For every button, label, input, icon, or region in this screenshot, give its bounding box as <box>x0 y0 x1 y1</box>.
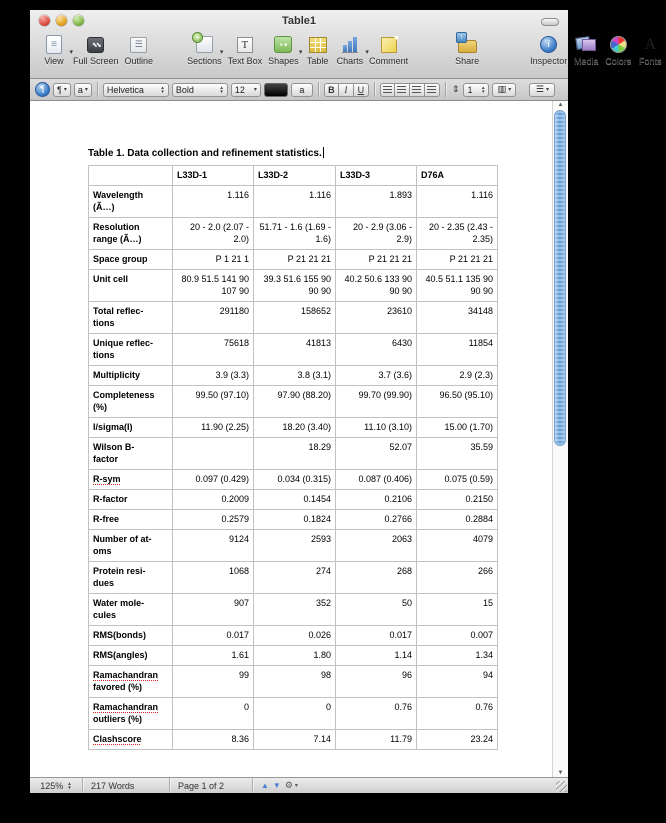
align-left-button[interactable] <box>380 83 395 97</box>
table-row <box>89 386 498 418</box>
status-bar <box>30 777 568 793</box>
value-cell[interactable]: 1.34 <box>417 646 498 666</box>
toolbar-button-label: Text Box <box>227 56 263 66</box>
value-cell[interactable]: 41813 <box>254 334 336 366</box>
value-cell[interactable]: 39.3 51.6 155 90 90 90 <box>254 270 336 302</box>
value-cell[interactable]: 15.00 (1.70) <box>417 418 498 438</box>
value-cell[interactable]: 0.026 <box>254 626 336 646</box>
fonts-icon <box>637 34 663 55</box>
value-cell[interactable]: 0.2579 <box>173 510 254 530</box>
line-spacing-icon: ⇕ <box>451 84 460 94</box>
text-cursor <box>323 147 324 158</box>
toolbar-button-label: Comment <box>369 56 409 66</box>
value-cell[interactable]: 0.2766 <box>336 510 417 530</box>
dropdown-arrow-icon: ≡ ▾ <box>69 49 73 56</box>
comment-icon <box>376 34 402 55</box>
row-label-line: tions <box>93 318 115 328</box>
row-label-line: Unit cell <box>93 274 129 284</box>
align-right-icon <box>412 86 421 93</box>
value-cell[interactable]: 8.36 <box>173 730 254 750</box>
toolbar-button-label: Fonts <box>638 56 662 66</box>
vertical-scrollbar[interactable] <box>552 101 568 777</box>
bold-button[interactable]: B <box>324 83 339 97</box>
value-cell[interactable]: P 21 21 21 <box>336 250 417 270</box>
row-label-line: tions <box>93 350 115 360</box>
view-icon <box>41 34 73 56</box>
row-label-cell[interactable] <box>89 666 173 698</box>
value-cell[interactable]: 96.50 (95.10) <box>417 386 498 418</box>
table-caption[interactable] <box>88 147 324 159</box>
toolbar-toggle-pill[interactable] <box>541 18 559 26</box>
dropdown-arrow-icon: ▾ <box>294 783 298 789</box>
row-label-cell[interactable] <box>89 386 173 418</box>
row-label-cell[interactable] <box>89 530 173 562</box>
row-label-cell[interactable] <box>89 626 173 646</box>
stepper-icon: ▲ ▼ <box>67 780 72 790</box>
toolbar-button-label: Full Screen <box>73 56 119 66</box>
value-cell[interactable]: 0.1824 <box>254 510 336 530</box>
align-center-button[interactable] <box>395 83 410 97</box>
toolbar-button-label: Outline <box>124 56 154 66</box>
dropdown-arrow-icon: ● ■ ▾ <box>298 49 303 56</box>
line-spacing-value: 1 <box>467 84 473 95</box>
value-cell[interactable]: 23.24 <box>417 730 498 750</box>
value-cell[interactable]: 51.71 - 1.6 (1.69 - 1.6) <box>254 218 336 250</box>
row-label-cell[interactable] <box>89 490 173 510</box>
row-label-line: Wavelength <box>93 190 144 200</box>
row-label-line: R-factor <box>93 494 128 504</box>
toolbar-button-view[interactable] <box>38 33 73 67</box>
line-spacing-select[interactable] <box>463 83 489 97</box>
value-cell[interactable]: 1.116 <box>254 186 336 218</box>
stepper-icon: ▲ ▼ <box>219 84 224 94</box>
format-bar <box>30 79 568 101</box>
value-cell[interactable]: 0.2009 <box>173 490 254 510</box>
row-label-cell[interactable] <box>89 698 173 730</box>
row-label-line: Number of at- <box>93 534 152 544</box>
value-cell[interactable]: 291180 <box>173 302 254 334</box>
table-row <box>89 626 498 646</box>
colors-icon <box>605 34 631 55</box>
row-label-cell[interactable] <box>89 334 173 366</box>
full-screen-icon <box>83 34 109 55</box>
value-cell[interactable]: 1068 <box>173 562 254 594</box>
table-column-header[interactable]: D76A <box>417 166 498 186</box>
highlight-color-well[interactable]: a <box>291 83 313 97</box>
table-row <box>89 186 498 218</box>
toolbar <box>30 32 662 78</box>
table-row <box>89 218 498 250</box>
scroll-down-arrow-icon[interactable]: ▼ <box>557 770 564 776</box>
value-cell[interactable]: 266 <box>417 562 498 594</box>
value-cell[interactable]: 20 - 2.35 (2.43 - 2.35) <box>417 218 498 250</box>
table-row <box>89 366 498 386</box>
zoom-level: 125% <box>40 780 64 791</box>
table-row <box>89 666 498 698</box>
table-column-header[interactable]: L33D-2 <box>254 166 336 186</box>
row-label-line: Clashscore <box>93 734 142 744</box>
value-cell[interactable]: 11.79 <box>336 730 417 750</box>
row-label-line: Protein resi- <box>93 566 146 576</box>
row-label-line: Wilson B- <box>93 442 135 452</box>
window-chrome <box>30 10 662 79</box>
row-label-line: (Ã…) <box>93 202 115 212</box>
table-row <box>89 250 498 270</box>
toolbar-button-label: Charts <box>336 56 364 66</box>
resize-grip[interactable] <box>556 781 567 792</box>
value-cell[interactable]: 0.087 (0.406) <box>336 470 417 490</box>
row-label-line: Unique reflec- <box>93 338 154 348</box>
value-cell[interactable]: 99 <box>173 666 254 698</box>
font-family-select[interactable] <box>103 83 169 97</box>
table-column-header[interactable]: L33D-1 <box>173 166 254 186</box>
row-label-cell[interactable] <box>89 470 173 490</box>
value-cell[interactable]: 3.7 (3.6) <box>336 366 417 386</box>
row-label-cell[interactable] <box>89 302 173 334</box>
table-row <box>89 334 498 366</box>
value-cell[interactable]: 23610 <box>336 302 417 334</box>
table-icon <box>305 34 331 55</box>
value-cell[interactable]: 274 <box>254 562 336 594</box>
value-cell[interactable]: 1.116 <box>173 186 254 218</box>
value-cell[interactable]: 52.07 <box>336 438 417 470</box>
row-label-line: Completeness <box>93 390 155 400</box>
table-row <box>89 270 498 302</box>
row-label-cell[interactable] <box>89 562 173 594</box>
font-size-select[interactable] <box>231 83 261 97</box>
row-label-line: Water mole- <box>93 598 145 608</box>
statistics-table <box>88 165 498 750</box>
toolbar-button-outline[interactable] <box>122 33 157 67</box>
table-caption-text: Table 1. Data collection and refinement statistics. <box>88 148 322 159</box>
toolbar-button-full-screen[interactable] <box>70 33 122 67</box>
text-color-well[interactable] <box>264 83 288 97</box>
row-label-cell[interactable] <box>89 218 173 250</box>
toolbar-button-table[interactable] <box>302 33 334 67</box>
table-row <box>89 646 498 666</box>
align-center-icon <box>397 86 406 93</box>
shapes-icon <box>270 34 303 56</box>
alignment-buttons <box>380 83 440 97</box>
app-window <box>30 10 662 791</box>
row-label-line: oms <box>93 546 112 556</box>
value-cell[interactable]: P 21 21 21 <box>417 250 498 270</box>
font-style-select[interactable] <box>172 83 228 97</box>
row-label-line: factor <box>93 454 119 464</box>
row-label-cell[interactable] <box>89 270 173 302</box>
value-cell[interactable]: 2063 <box>336 530 417 562</box>
toolbar-button-sections[interactable] <box>184 33 225 67</box>
row-label-cell[interactable] <box>89 510 173 530</box>
value-cell[interactable]: 50 <box>336 594 417 626</box>
value-cell[interactable]: 11.10 (3.10) <box>336 418 417 438</box>
table-row <box>89 418 498 438</box>
value-cell[interactable]: 0.2106 <box>336 490 417 510</box>
value-cell[interactable]: 40.2 50.6 133 90 90 90 <box>336 270 417 302</box>
paragraph-glyph: ¶ <box>57 84 62 95</box>
outline-icon <box>126 34 152 55</box>
row-label-line: Ramachandran <box>93 702 159 712</box>
table-row <box>89 730 498 750</box>
toolbar-button-comment[interactable] <box>366 33 411 67</box>
value-cell[interactable]: 18.29 <box>254 438 336 470</box>
value-cell[interactable]: 9124 <box>173 530 254 562</box>
value-cell[interactable]: 0.075 (0.59) <box>417 470 498 490</box>
toolbar-button-shapes[interactable] <box>265 33 302 67</box>
value-cell[interactable]: 352 <box>254 594 336 626</box>
dropdown-arrow-icon: ▾ <box>84 87 88 93</box>
divider <box>97 82 98 97</box>
value-cell[interactable]: 0.2884 <box>417 510 498 530</box>
columns-dropdown[interactable] <box>492 83 516 97</box>
row-label-line: favored (%) <box>93 682 143 692</box>
value-cell[interactable]: 0 <box>254 698 336 730</box>
table-row <box>89 698 498 730</box>
value-cell[interactable]: 0.76 <box>417 698 498 730</box>
toolbar-button-label: Sections <box>187 56 222 66</box>
traffic-lights <box>39 15 84 26</box>
row-label-line: outliers (%) <box>93 714 143 724</box>
value-cell[interactable]: 1.61 <box>173 646 254 666</box>
value-cell[interactable]: 0.034 (0.315) <box>254 470 336 490</box>
toolbar-button-label: Media <box>573 56 599 66</box>
row-label-line: dues <box>93 578 115 588</box>
row-label-line: Space group <box>93 254 148 264</box>
value-cell[interactable]: 1.14 <box>336 646 417 666</box>
row-label-line: R-sym <box>93 474 121 484</box>
row-label-line: RMS(bonds) <box>93 630 146 640</box>
value-cell[interactable]: 34148 <box>417 302 498 334</box>
row-label-line: Resolution <box>93 222 140 232</box>
toolbar-button-text-box[interactable] <box>225 33 266 67</box>
paragraph-style-icon[interactable]: ¶ <box>35 82 50 97</box>
divider <box>445 82 446 97</box>
value-cell[interactable]: 7.14 <box>254 730 336 750</box>
table-row <box>89 490 498 510</box>
stepper-icon: ▲ ▼ <box>160 84 165 94</box>
row-label-cell[interactable] <box>89 418 173 438</box>
toolbar-button-share[interactable] <box>451 33 483 67</box>
value-cell[interactable]: 35.59 <box>417 438 498 470</box>
value-cell[interactable]: 1.893 <box>336 186 417 218</box>
share-icon <box>454 34 480 55</box>
value-cell[interactable]: 4079 <box>417 530 498 562</box>
value-cell[interactable]: 0.007 <box>417 626 498 646</box>
row-label-line: RMS(angles) <box>93 650 148 660</box>
value-cell[interactable]: 2.9 (2.3) <box>417 366 498 386</box>
toolbar-button-label: Share <box>455 56 480 66</box>
toolbar-button-inspector[interactable] <box>527 33 570 67</box>
value-cell[interactable]: 99.70 (99.90) <box>336 386 417 418</box>
dropdown-arrow-icon: ▾ <box>253 87 257 93</box>
dropdown-arrow-icon: ▾ <box>219 49 224 56</box>
paragraph-style-dropdown[interactable] <box>53 83 71 97</box>
toolbar-button-media[interactable] <box>570 33 602 67</box>
underline-button[interactable]: U <box>354 83 369 97</box>
value-cell[interactable]: 0.1454 <box>254 490 336 510</box>
value-cell[interactable]: P 21 21 21 <box>254 250 336 270</box>
list-style-dropdown[interactable] <box>529 83 555 97</box>
table-header-row <box>89 166 498 186</box>
toolbar-button-label: Table <box>306 56 329 66</box>
table-body <box>89 186 498 750</box>
table-row <box>89 594 498 626</box>
row-label-line: cules <box>93 610 117 620</box>
text-box-icon <box>232 34 258 55</box>
table-corner-cell[interactable] <box>89 166 173 186</box>
columns-icon: ▥ <box>497 84 507 94</box>
row-label-line: Multiplicity <box>93 370 140 380</box>
value-cell[interactable]: 0.097 (0.429) <box>173 470 254 490</box>
row-label-cell[interactable] <box>89 186 173 218</box>
previous-page-button[interactable]: ▲ <box>261 781 269 790</box>
value-cell[interactable]: 0.017 <box>336 626 417 646</box>
value-cell[interactable]: 40.5 51.1 135 90 90 90 <box>417 270 498 302</box>
row-label-line: Total reflec- <box>93 306 144 316</box>
document-canvas[interactable] <box>30 101 568 777</box>
toolbar-button-charts[interactable] <box>334 33 367 67</box>
row-label-cell[interactable] <box>89 250 173 270</box>
value-cell[interactable]: 97.90 (88.20) <box>254 386 336 418</box>
value-cell[interactable]: 268 <box>336 562 417 594</box>
media-icon <box>573 34 599 55</box>
dropdown-arrow-icon: ▾ <box>63 87 67 93</box>
titlebar[interactable] <box>30 10 568 32</box>
character-style-dropdown[interactable] <box>74 83 92 97</box>
character-glyph: a <box>77 84 83 95</box>
scrollbar-thumb[interactable] <box>554 110 566 446</box>
align-justify-icon <box>427 86 436 93</box>
row-label-line: range (Ã…) <box>93 234 142 244</box>
word-count: 217 Words <box>91 780 135 791</box>
dropdown-arrow-icon: ▾ <box>545 87 549 93</box>
font-style-value: Bold <box>175 84 194 95</box>
dropdown-arrow-icon: ▾ <box>365 49 369 56</box>
align-right-button[interactable] <box>410 83 425 97</box>
value-cell[interactable]: 80.9 51.5 141 90 107 90 <box>173 270 254 302</box>
table-row <box>89 510 498 530</box>
value-cell[interactable]: 1.80 <box>254 646 336 666</box>
table-row <box>89 562 498 594</box>
toolbar-button-label: Colors <box>605 56 632 66</box>
value-cell[interactable]: 3.9 (3.3) <box>173 366 254 386</box>
value-cell[interactable]: 94 <box>417 666 498 698</box>
window-title: Table1 <box>281 15 317 27</box>
value-cell[interactable]: 0.017 <box>173 626 254 646</box>
row-label-cell[interactable] <box>89 438 173 470</box>
page-navigation <box>253 780 298 791</box>
row-label-cell[interactable] <box>89 594 173 626</box>
table-row <box>89 470 498 490</box>
value-cell[interactable]: 99.50 (97.10) <box>173 386 254 418</box>
align-left-icon <box>383 86 392 93</box>
table-row <box>89 438 498 470</box>
value-cell[interactable]: 3.8 (3.1) <box>254 366 336 386</box>
value-cell[interactable]: 11.90 (2.25) <box>173 418 254 438</box>
value-cell[interactable]: 15 <box>417 594 498 626</box>
value-cell[interactable]: 18.20 (3.40) <box>254 418 336 438</box>
next-page-button[interactable]: ▼ <box>272 781 281 790</box>
divider <box>318 82 319 97</box>
value-cell[interactable]: 6430 <box>336 334 417 366</box>
row-label-line: (%) <box>93 402 107 412</box>
value-cell[interactable]: 98 <box>254 666 336 698</box>
value-cell[interactable]: 907 <box>173 594 254 626</box>
value-cell[interactable]: 20 - 2.9 (3.06 - 2.9) <box>336 218 417 250</box>
stepper-icon: ▲ ▼ <box>480 84 486 94</box>
value-cell[interactable]: 20 - 2.0 (2.07 - 2.0) <box>173 218 254 250</box>
close-button[interactable] <box>39 15 50 26</box>
text-style-buttons <box>324 83 369 97</box>
row-label-line: I/sigma(I) <box>93 422 133 432</box>
dropdown-arrow-icon: ▾ <box>508 87 512 93</box>
page-indicator: Page 1 of 2 <box>178 780 225 791</box>
divider <box>374 82 375 97</box>
value-cell[interactable]: 75618 <box>173 334 254 366</box>
row-label-cell[interactable] <box>89 730 173 750</box>
toolbar-button-label: Inspector <box>530 56 568 66</box>
toolbar-button-fonts[interactable] <box>634 33 666 67</box>
sections-icon <box>191 34 224 56</box>
toolbar-button-label: View <box>44 56 64 66</box>
row-label-line: R-free <box>93 514 120 524</box>
charts-icon <box>337 34 369 56</box>
minimize-button[interactable] <box>56 15 67 26</box>
list-icon: ☰ <box>535 84 544 94</box>
value-cell[interactable]: 96 <box>336 666 417 698</box>
table-row <box>89 302 498 334</box>
zoom-control[interactable] <box>30 781 82 791</box>
value-cell[interactable]: 1.116 <box>417 186 498 218</box>
value-cell[interactable]: 11854 <box>417 334 498 366</box>
value-cell[interactable] <box>173 438 254 470</box>
font-family-value: Helvetica <box>106 84 144 95</box>
table-row <box>89 530 498 562</box>
italic-button[interactable]: I <box>339 83 354 97</box>
value-cell[interactable]: 0.76 <box>336 698 417 730</box>
inspector-icon <box>536 34 562 55</box>
toolbar-button-label: Shapes <box>268 56 299 66</box>
row-label-line: Ramachandran <box>93 670 159 680</box>
value-cell[interactable]: P 1 21 1 <box>173 250 254 270</box>
row-label-cell[interactable] <box>89 646 173 666</box>
align-justify-button[interactable] <box>425 83 440 97</box>
table-column-header[interactable]: L33D-3 <box>336 166 417 186</box>
value-cell[interactable]: 158652 <box>254 302 336 334</box>
zoom-button[interactable] <box>73 15 84 26</box>
scroll-up-arrow-icon[interactable]: ▲ <box>557 102 564 108</box>
row-label-cell[interactable] <box>89 366 173 386</box>
font-size-value: 12 <box>234 84 245 95</box>
value-cell[interactable]: 0.2150 <box>417 490 498 510</box>
toolbar-button-colors[interactable] <box>602 33 634 67</box>
value-cell[interactable]: 0 <box>173 698 254 730</box>
value-cell[interactable]: 2593 <box>254 530 336 562</box>
gear-icon[interactable]: ⚙ <box>284 780 293 790</box>
